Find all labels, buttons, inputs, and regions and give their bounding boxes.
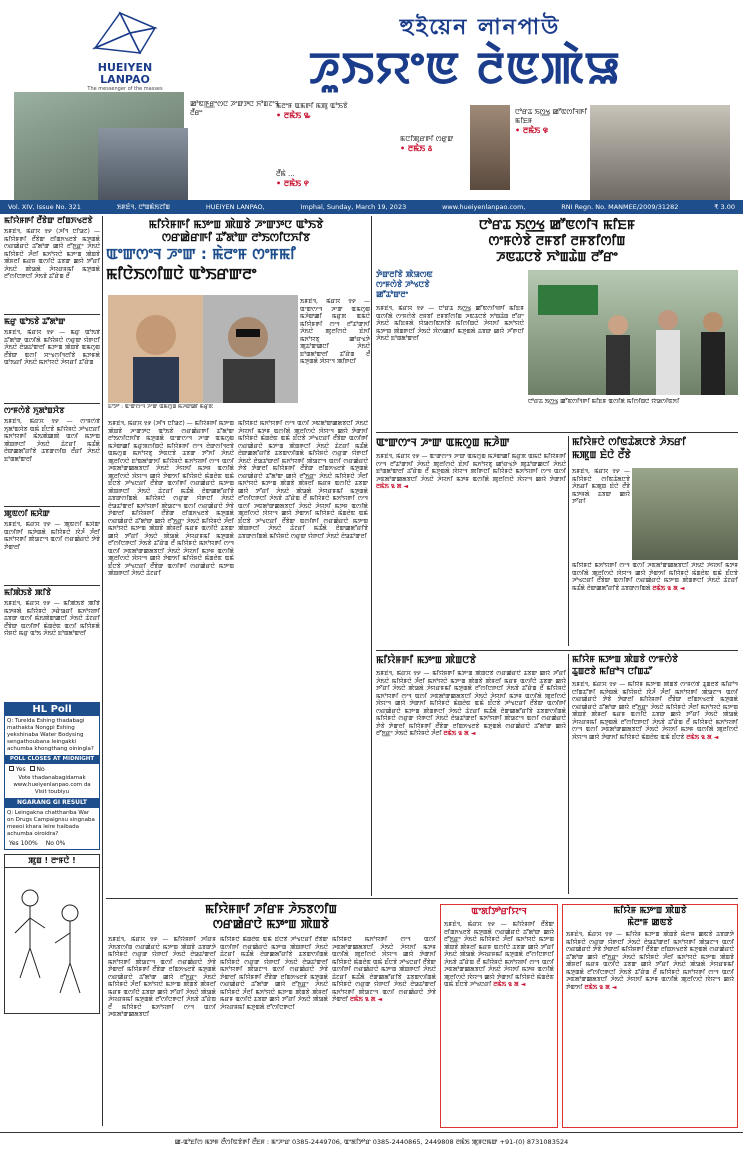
mid-story[interactable]: [376, 436, 566, 551]
editorial-box[interactable]: [440, 904, 558, 1128]
poll-instruction: Vote thadanabagidamak www.hueiyenlanpao.com da Visit toubiyu: [13, 775, 91, 795]
masthead-title-bengali: হুইয়েন লানপাউ: [399, 15, 561, 40]
logo-tagline: The messenger of the masses: [87, 86, 163, 92]
teaser-right-page: • ꯂꯃꯥꯏ ꯶: [515, 126, 549, 135]
bottom-right-body: ꯏꯝꯐꯥꯜ, ꯃꯥꯔꯆ ꯱꯸ — ꯃꯤꯌꯥꯝ ꯃꯇꯦꯡ ꯄꯥꯡꯕꯥ ꯃꯥꯂꯦꯝ ꯀꯟꯕꯥ ꯊꯕꯛꯇꯥ ꯃꯤꯌꯥꯝꯅꯥ ꯁꯔꯨꯛ ꯌꯥꯒꯅꯤ ꯍꯥꯏꯅꯥ ꯂꯥꯎꯊꯣꯛꯂꯤ ꯃꯈꯣꯌꯒꯤ ꯄꯥꯎꯖꯦꯜ ꯑꯁꯤ ꯁꯔꯀꯥꯔꯅꯥ ꯇꯥꯕꯥ ꯇꯥꯛꯂꯤ ꯃꯤꯌꯥꯝꯒꯤ ꯂꯩꯕꯥꯛ ꯂꯤꯡꯈꯠꯂꯕꯥ ꯃꯇꯨꯡꯗꯥ ꯁꯔꯀꯥꯔꯅꯥ ꯊꯧꯗꯣꯛ ꯀꯌꯥ ꯂꯧꯈ꯭ꯔꯦ ꯍꯥꯏꯅꯥ ꯃꯤꯌꯥꯝꯅꯥ ꯍꯪꯂꯤ ꯃꯈꯣꯌꯅꯥ ꯃꯇꯦꯡ ꯄꯥꯡꯕꯥ ꯄꯥꯝꯂꯤ ꯃꯔꯝ ꯑꯁꯤꯅꯥ ꯊꯕꯛ ꯀꯌꯥ ꯇꯧꯔꯤ ꯍꯥꯏꯅꯥ ꯄꯥꯎꯗꯥ ꯍꯥꯌꯔꯝꯃꯤ ꯃꯇꯨꯡꯗꯥ ꯂꯧꯁꯤꯅꯒꯅꯤ ꯍꯥꯏꯕꯥ ꯊꯧꯔꯥꯡ ꯂꯩ ꯃꯤꯌꯥꯝꯅꯥ ꯃꯈꯣꯌꯒꯤ ꯁꯦꯜ ꯑꯁꯤ ꯍꯟꯗꯣꯛꯀꯗꯕꯅꯤ ꯍꯥꯏꯅꯥ ꯍꯥꯌꯈꯤ ꯃꯇꯝ ꯑꯁꯤꯗꯥ ꯄꯨꯂꯤꯁꯅꯥ ꯋꯥꯌꯦꯜ ꯀꯌꯥ ꯇꯥꯛꯈꯤ ꯂꯃꯥꯏ ꯲ ꯗ ◄: [566, 931, 734, 991]
left-story-2-body: ꯏꯝꯐꯥꯜ, ꯃꯥꯔꯆ ꯱꯸ — ꯃꯔꯨ ꯑꯣꯏꯕꯥ ꯊꯧꯗꯣꯛ ꯑꯁꯤꯗꯥ ꯃꯤꯌꯥꯝꯅꯥ ꯁꯔꯨꯛ ꯌꯥꯒꯅꯤ ꯍꯥꯏꯅꯥ ꯂꯥꯎꯊꯣꯛꯂꯤ ꯃꯇꯦꯡ ꯄꯥꯡꯕꯥ ꯑꯃꯁꯨꯡ ꯂꯩꯕꯥꯛ ꯑꯁꯤ ꯆꯦꯠꯁꯤꯜꯂꯤꯕꯥ ꯃꯇꯝꯗꯥ ꯑꯣꯏꯔꯤ ꯍꯥꯏꯅꯥ ꯃꯈꯣꯌꯅꯥ ꯍꯥꯌꯔꯤ ꯊꯧꯔꯥꯡ: [4, 329, 100, 366]
footer: ꯀ-ꯑꯣꯐꯤꯁ ꯃꯇꯝ ꯂꯩꯁꯤꯟꯕꯥꯒꯤ ꯂꯩꯐꯝ : ꯃꯦꯍꯦꯔ 0385-2449706, ꯑꯦꯗꯤꯇꯣꯔ 0385-2440865, 2449808 ꯂꯃꯥꯏ ꯄꯨꯝꯅꯃꯛ +91-(0) 8731083524: [0, 1132, 743, 1150]
lead-body-col-1: ꯏꯝꯐꯥꯜ, ꯃꯥꯔꯆ ꯱꯸ (ꯍꯤꯜ ꯅꯤꯎꯖ) — ꯃꯤꯌꯥꯝꯒꯤ ꯃꯇꯦꯡ ꯄꯥꯡꯕꯥ ꯍꯦꯛꯇꯅ ꯑꯣꯏꯕꯥ ꯁꯔꯀꯥꯔꯒꯤ ꯊꯧꯗꯣꯛ ꯂꯣꯏꯁꯤꯅꯈꯤꯕ ꯃꯇꯨꯡꯗꯥ ꯑꯦꯛꯁꯦꯜ ꯍꯦꯛ ꯑꯃꯁꯨꯡ ꯃꯍꯥꯛꯀꯤ ꯃꯔꯨꯞꯁꯤꯡꯅꯥ ꯃꯤꯌꯥꯝꯒꯤ ꯁꯦꯜ ꯂꯥꯛꯁꯤꯜꯂꯕꯥ ꯑꯃꯁꯨꯡ ꯃꯈꯣꯌꯕꯨ ꯇꯥꯟꯅꯕꯥ ꯊꯕꯛ ꯇꯧꯈꯤ ꯍꯥꯏꯅꯥ ꯄꯨꯂꯤꯁꯅꯥ ꯐꯣꯡꯗꯣꯛꯈꯤ ꯃꯤꯌꯥꯝꯅꯥ ꯃꯈꯣꯌꯒꯤ ꯁꯦꯜ ꯑꯁꯤ ꯍꯟꯗꯣꯛꯀꯗꯕꯅꯤ ꯍꯥꯏꯅꯥ ꯍꯥꯌꯈꯤ ꯃꯇꯝ ꯑꯁꯤꯗꯥ ꯄꯨꯂꯤꯁꯅꯥ ꯋꯥꯌꯦꯜ ꯀꯌꯥ ꯇꯥꯛꯈꯤ ꯃꯤꯌꯥꯝꯅꯥ ꯃꯥꯡꯂꯥꯟ ꯑꯃꯥ ꯐꯪꯅꯕꯥ ꯍꯣꯠꯅꯔꯤ ꯂꯩꯕꯥꯛ ꯑꯁꯤꯒꯤ ꯁꯔꯀꯥꯔꯅꯥ ꯃꯇꯦꯡ ꯄꯥꯡꯒꯅꯤ ꯍꯥꯏꯅꯥ ꯊꯥꯖꯔꯤ ꯃꯊꯪꯗꯥ ꯂꯥꯛꯀꯗꯧꯔꯤꯕꯥ ꯊꯕꯛꯁꯤꯡꯗꯥ ꯃꯤꯌꯥꯝꯅꯥ ꯁꯔꯨꯛ ꯌꯥꯒꯅꯤ ꯍꯥꯏꯅꯥ ꯂꯥꯎꯊꯣꯛꯂꯤ ꯃꯈꯣꯌꯒꯤ ꯄꯥꯎꯖꯦꯜ ꯑꯁꯤ ꯁꯔꯀꯥꯔꯅꯥ ꯇꯥꯕꯥ ꯇꯥꯛꯂꯤ ꯃꯤꯌꯥꯝꯒꯤ ꯂꯩꯕꯥꯛ ꯂꯤꯡꯈꯠꯂꯕꯥ ꯃꯇꯨꯡꯗꯥ ꯁꯔꯀꯥꯔꯅꯥ ꯊꯧꯗꯣꯛ ꯀꯌꯥ ꯂꯧꯈ꯭ꯔꯦ ꯍꯥꯏꯅꯥ ꯃꯤꯌꯥꯝꯅꯥ ꯍꯪꯂꯤ ꯃꯈꯣꯌꯅꯥ ꯃꯇꯦꯡ ꯄꯥꯡꯕꯥ ꯄꯥꯝꯂꯤ ꯃꯔꯝ ꯑꯁꯤꯅꯥ ꯊꯕꯛ ꯀꯌꯥ ꯇꯧꯔꯤ ꯍꯥꯏꯅꯥ ꯄꯥꯎꯗꯥ ꯍꯥꯌꯔꯝꯃꯤ ꯃꯇꯨꯡꯗꯥ ꯂꯧꯁꯤꯅꯒꯅꯤ ꯍꯥꯏꯕꯥ ꯊꯧꯔꯥꯡ ꯂꯩ ꯃꯤꯌꯥꯝꯅꯥ ꯃꯈꯣꯌꯒꯤ ꯁꯦꯜ ꯑꯁꯤ ꯍꯟꯗꯣꯛꯀꯗꯕꯅꯤ ꯍꯥꯏꯅꯥ ꯍꯥꯌꯈꯤ ꯃꯇꯝ ꯑꯁꯤꯗꯥ ꯄꯨꯂꯤꯁꯅꯥ ꯋꯥꯌꯦꯜ ꯀꯌꯥ ꯇꯥꯛꯈꯤ ꯃꯤꯌꯥꯝꯅꯥ ꯃꯥꯡꯂꯥꯟ ꯑꯃꯥ ꯐꯪꯅꯕꯥ ꯍꯣꯠꯅꯔꯤ ꯂꯩꯕꯥꯛ ꯑꯁꯤꯒꯤ ꯁꯔꯀꯥꯔꯅꯥ ꯃꯇꯦꯡ ꯄꯥꯡꯒꯅꯤ ꯍꯥꯏꯅꯥ ꯊꯥꯖꯔꯤ: [108, 420, 234, 577]
info-bar: [0, 200, 743, 214]
bottom-body-col-2: ꯃꯤꯌꯥꯝꯅꯥ ꯃꯥꯡꯂꯥꯟ ꯑꯃꯥ ꯐꯪꯅꯕꯥ ꯍꯣꯠꯅꯔꯤ ꯂꯩꯕꯥꯛ ꯑꯁꯤꯒꯤ ꯁꯔꯀꯥꯔꯅꯥ ꯃꯇꯦꯡ ꯄꯥꯡꯒꯅꯤ ꯍꯥꯏꯅꯥ ꯊꯥꯖꯔꯤ ꯃꯊꯪꯗꯥ ꯂꯥꯛꯀꯗꯧꯔꯤꯕꯥ ꯊꯕꯛꯁꯤꯡꯗꯥ ꯃꯤꯌꯥꯝꯅꯥ ꯁꯔꯨꯛ ꯌꯥꯒꯅꯤ ꯍꯥꯏꯅꯥ ꯂꯥꯎꯊꯣꯛꯂꯤ ꯃꯈꯣꯌꯒꯤ ꯄꯥꯎꯖꯦꯜ ꯑꯁꯤ ꯁꯔꯀꯥꯔꯅꯥ ꯇꯥꯕꯥ ꯇꯥꯛꯂꯤ ꯃꯤꯌꯥꯝꯒꯤ ꯂꯩꯕꯥꯛ ꯂꯤꯡꯈꯠꯂꯕꯥ ꯃꯇꯨꯡꯗꯥ ꯁꯔꯀꯥꯔꯅꯥ ꯊꯧꯗꯣꯛ ꯀꯌꯥ ꯂꯧꯈ꯭ꯔꯦ ꯍꯥꯏꯅꯥ ꯃꯤꯌꯥꯝꯅꯥ ꯍꯪꯂꯤ ꯃꯈꯣꯌꯅꯥ ꯃꯇꯦꯡ ꯄꯥꯡꯕꯥ ꯄꯥꯝꯂꯤ ꯃꯔꯝ ꯑꯁꯤꯅꯥ ꯊꯕꯛ ꯀꯌꯥ ꯇꯧꯔꯤ ꯍꯥꯏꯅꯥ ꯄꯥꯎꯗꯥ ꯍꯥꯌꯔꯝꯃꯤ ꯃꯇꯨꯡꯗꯥ ꯂꯧꯁꯤꯅꯒꯅꯤ: [220, 936, 328, 1011]
teaser-top-mid-text: ꯃꯂꯦꯝ ꯑꯃꯒꯤ ꯃꯄꯨ ꯑꯣꯏꯕꯥ: [276, 102, 348, 110]
left-story-3-headline[interactable]: ꯁꯦꯝꯁꯥꯕꯥ ꯈꯨꯗꯣꯡꯆꯥꯕ: [4, 406, 65, 415]
teaser-left-text: ꯀꯣꯟꯒ꯭ꯔꯦꯁꯅ ꯍꯦꯛꯇꯅ ꯈꯣꯡꯖꯦꯜ ꯂꯩꯔꯦ: [190, 100, 279, 117]
bottom-right-headline-2: ꯃꯥꯂꯦꯝ ꯀꯟꯕꯥ: [627, 918, 673, 928]
cartoon-figures-icon: [5, 868, 95, 1008]
editorial-box-headline: ꯑꯦꯗꯤꯇꯣꯔꯤꯌꯦꯜ: [471, 907, 527, 917]
poll-question: Q: Turelda Eshing thadabagi mathakta Nongpi Eshing yekshinaba Water Bodysing sengathoubana leingakki achumba khongthang oiningla?: [7, 718, 94, 752]
left-column: [4, 216, 100, 1116]
mid-story-body: ꯏꯝꯐꯥꯜ, ꯃꯥꯔꯆ ꯱꯸ — ꯑꯦꯛꯁꯦꯜ ꯍꯦꯛ ꯑꯃꯁꯨꯡ ꯃꯍꯥꯛꯀꯤ ꯃꯔꯨꯞ ꯑꯃꯅꯥ ꯃꯤꯌꯥꯝꯒꯤ ꯁꯦꯜ ꯂꯧꯊꯣꯛꯈꯤ ꯍꯥꯏꯅꯥ ꯄꯨꯂꯤꯁꯅꯥ ꯐꯥꯈꯤ ꯃꯈꯣꯌꯕꯨ ꯀꯣꯔꯠꯇꯥ ꯄꯨꯊꯣꯛꯀꯅꯤ ꯍꯥꯏꯅꯥ ꯐꯣꯡꯗꯣꯛꯂꯤ ꯊꯧꯔꯥꯡ ꯂꯩ ꯃꯇꯨꯡꯗꯥ ꯋꯥꯌꯦꯜ ꯄꯤꯒꯅꯤ ꯃꯤꯌꯥꯝꯅꯥ ꯃꯈꯣꯌꯒꯤ ꯁꯦꯜ ꯑꯁꯤ ꯍꯟꯗꯣꯛꯀꯗꯕꯅꯤ ꯍꯥꯏꯅꯥ ꯍꯥꯌꯈꯤ ꯃꯇꯝ ꯑꯁꯤꯗꯥ ꯄꯨꯂꯤꯁꯅꯥ ꯋꯥꯌꯦꯜ ꯀꯌꯥ ꯇꯥꯛꯈꯤ ꯂꯃꯥꯏ ꯲ ꯗ ◄: [376, 453, 566, 490]
bottom-headline-2: ꯁꯔꯀꯥꯔꯅꯥ ꯃꯇꯦꯡ ꯄꯥꯡꯕꯥ: [212, 917, 330, 931]
column-rule: [568, 436, 569, 646]
top-right-headline: ꯅꯣꯔꯊ ꯏꯁ꯭ꯠ ꯀꯧꯟꯁꯤꯜ ꯃꯤꯐꯝ: [478, 218, 636, 233]
bottom-headline: ꯃꯤꯌꯥꯝꯒꯤ ꯍꯤꯔꯝ ꯍꯥꯏꯕꯁꯤꯡ: [205, 902, 337, 916]
teaser-left[interactable]: [190, 100, 280, 118]
origami-bird-icon: [90, 8, 160, 58]
right-mid-2-headline-2: ꯊꯨꯡꯂꯕꯥ ꯃꯤꯔꯣꯜ ꯅꯤꯡꯊꯧ: [572, 667, 653, 677]
lead-photo-caption: ꯐꯣꯇꯣ : ꯑꯦꯛꯁꯦꯜ ꯍꯦꯛ ꯑꯃꯁꯨꯡ ꯃꯍꯥꯛꯀꯤ ꯃꯔꯨꯞ: [108, 404, 213, 410]
editorial-box-body: ꯏꯝꯐꯥꯜ, ꯃꯥꯔꯆ ꯱꯸ — ꯃꯤꯌꯥꯝꯒꯤ ꯂꯩꯕꯥꯛ ꯂꯤꯡꯈꯠꯂꯕꯥ ꯃꯇꯨꯡꯗꯥ ꯁꯔꯀꯥꯔꯅꯥ ꯊꯧꯗꯣꯛ ꯀꯌꯥ ꯂꯧꯈ꯭ꯔꯦ ꯍꯥꯏꯅꯥ ꯃꯤꯌꯥꯝꯅꯥ ꯍꯪꯂꯤ ꯃꯈꯣꯌꯅꯥ ꯃꯇꯦꯡ ꯄꯥꯡꯕꯥ ꯄꯥꯝꯂꯤ ꯃꯔꯝ ꯑꯁꯤꯅꯥ ꯊꯕꯛ ꯀꯌꯥ ꯇꯧꯔꯤ ꯍꯥꯏꯅꯥ ꯄꯥꯎꯗꯥ ꯍꯥꯌꯔꯝꯃꯤ ꯃꯇꯨꯡꯗꯥ ꯂꯧꯁꯤꯅꯒꯅꯤ ꯍꯥꯏꯕꯥ ꯊꯧꯔꯥꯡ ꯂꯩ ꯃꯤꯌꯥꯝꯅꯥ ꯃꯈꯣꯌꯒꯤ ꯁꯦꯜ ꯑꯁꯤ ꯍꯟꯗꯣꯛꯀꯗꯕꯅꯤ ꯍꯥꯏꯅꯥ ꯍꯥꯌꯈꯤ ꯃꯇꯝ ꯑꯁꯤꯗꯥ ꯄꯨꯂꯤꯁꯅꯥ ꯋꯥꯌꯦꯜ ꯀꯌꯥ ꯇꯥꯛꯈꯤ ꯃꯤꯌꯥꯝꯅꯥ ꯃꯥꯡꯂꯥꯟ ꯑꯃꯥ ꯐꯪꯅꯕꯥ ꯍꯣꯠꯅꯔꯤ ꯂꯃꯥꯏ ꯲ ꯗ ◄: [444, 921, 554, 988]
mid-story-2[interactable]: [376, 654, 566, 888]
top-right-subhead: ꯇꯥꯛꯂꯤꯕꯥ ꯄꯥꯎꯁꯟ ꯁꯦꯝꯁꯥꯕꯥ ꯍꯣꯠꯅꯕꯥ ꯀꯧꯊꯣꯛꯂꯦ: [376, 270, 433, 299]
result-question: Q: Leingakna chatthariba War on Drugs Campaignsu singnaba meeoi khara leire haibada achumba oiroidra?: [7, 810, 95, 837]
teaser-top-mid[interactable]: [276, 102, 386, 120]
bottom-right-box[interactable]: [562, 904, 738, 1128]
right-mid-headline-2: ꯃꯄꯨꯡ ꯐꯥꯅꯥ ꯂꯩꯕꯥ: [572, 450, 631, 461]
right-mid-headline: ꯃꯤꯌꯥꯝꯅꯥ ꯁꯤꯟꯊꯥꯗꯅꯕꯥ ꯍꯥꯏꯔꯤ: [572, 437, 686, 448]
logo[interactable]: [70, 8, 180, 92]
logo-name-2: LANPAO: [100, 73, 150, 86]
mid-story-headline: ꯑꯦꯛꯁꯦꯜ ꯍꯦꯛ ꯑꯃꯁꯨꯡ ꯃꯍꯥꯛ: [376, 436, 510, 449]
result-values: [5, 840, 99, 849]
lead-headline: ꯑꯦꯛꯁꯦꯜ ꯍꯦꯛ : ꯃꯥꯂꯦꯝ ꯁꯦꯝꯃꯤ: [106, 245, 296, 263]
dateline: ꯏꯝꯐꯥꯜ, ꯃꯥꯔꯆ ꯱꯸ (ꯍꯤꯜ ꯅꯤꯎꯖ): [4, 228, 90, 235]
left-story-4-headline[interactable]: ꯄꯨꯟꯁꯤ ꯃꯆꯥꯛ: [4, 509, 50, 518]
top-right-body: ꯏꯝꯐꯥꯜ, ꯃꯥꯔꯆ ꯱꯸ — ꯅꯣꯔꯊ ꯏꯁ꯭ꯠ ꯀꯧꯟꯁꯤꯜꯒꯤ ꯃꯤꯐꯝ ꯑꯁꯤꯗꯥ ꯁꯦꯝꯁꯥꯕꯥ ꯂꯝꯕꯤ ꯂꯝꯕꯤꯁꯤꯡ ꯍꯟꯊꯅꯕꯥ ꯈꯣꯡꯊꯥꯡ ꯂꯧꯔꯦ ꯍꯥꯏꯅꯥ ꯃꯤꯐꯝꯗꯥ ꯌꯥꯎꯁꯤꯟꯈꯤꯕꯥ ꯃꯤꯁꯤꯡꯅꯥ ꯍꯥꯌꯈꯤ ꯃꯈꯣꯌꯅꯥ ꯃꯇꯦꯡ ꯄꯥꯡꯒꯅꯤ ꯍꯥꯏꯅꯥ ꯋꯥꯁꯀꯈꯤ ꯃꯇꯨꯡꯗꯥ ꯊꯕꯛ ꯀꯌꯥ ꯍꯧꯒꯅꯤ ꯍꯥꯏꯅꯥ ꯐꯣꯡꯗꯣꯛꯂꯤ: [376, 305, 524, 342]
left-story-3-body: ꯏꯝꯐꯥꯜ, ꯃꯥꯔꯆ ꯱꯸ — ꯁꯦꯝꯁꯥꯕꯥ ꯈꯨꯗꯣꯡꯆꯥꯕ ꯑꯃꯥ ꯐꯪꯅꯕꯥ ꯃꯤꯌꯥꯝꯅꯥ ꯍꯣꯠꯅꯔꯤ ꯃꯈꯣꯌꯒꯤ ꯃꯥꯏꯄꯥꯀꯄꯥ ꯑꯁꯤ ꯃꯇꯦꯡ ꯄꯥꯡꯒꯅꯤ ꯍꯥꯏꯅꯥ ꯊꯥꯖꯔꯤ ꯃꯊꯪꯗꯥ ꯂꯥꯛꯀꯗꯧꯔꯤꯕꯥ ꯊꯕꯛꯁꯤꯡ ꯂꯩꯔꯤ ꯍꯥꯏꯅꯥ ꯐꯣꯡꯗꯣꯛꯂꯤ: [4, 418, 100, 463]
right-mid-2-headline: ꯃꯤꯌꯥꯝ ꯃꯇꯦꯡ ꯄꯥꯡꯕꯥ ꯁꯦꯝꯁꯥꯕꯥ: [572, 655, 679, 665]
teaser-right[interactable]: [515, 108, 595, 135]
right-mid-photo[interactable]: [632, 468, 738, 560]
teaser-mid-page: • ꯂꯃꯥꯏ ꯴: [400, 144, 433, 153]
teaser-mid-text: ꯃꯅꯤꯄꯨꯔꯒꯤ ꯁꯔꯨꯛ: [400, 135, 454, 143]
bottom-body-col-1: ꯏꯝꯐꯥꯜ, ꯃꯥꯔꯆ ꯱꯸ — ꯃꯤꯌꯥꯝꯒꯤ ꯍꯤꯔꯝ ꯍꯥꯏꯕꯁꯤꯡ ꯁꯔꯀꯥꯔꯅꯥ ꯃꯇꯦꯡ ꯄꯥꯡꯕꯥ ꯊꯕꯛꯇꯥ ꯃꯤꯌꯥꯝꯅꯥ ꯁꯔꯨꯛ ꯌꯥꯒꯅꯤ ꯍꯥꯏꯅꯥ ꯂꯥꯎꯊꯣꯛꯂꯤ ꯃꯈꯣꯌꯒꯤ ꯄꯥꯎꯖꯦꯜ ꯑꯁꯤ ꯁꯔꯀꯥꯔꯅꯥ ꯇꯥꯕꯥ ꯇꯥꯛꯂꯤ ꯃꯤꯌꯥꯝꯒꯤ ꯂꯩꯕꯥꯛ ꯂꯤꯡꯈꯠꯂꯕꯥ ꯃꯇꯨꯡꯗꯥ ꯁꯔꯀꯥꯔꯅꯥ ꯊꯧꯗꯣꯛ ꯀꯌꯥ ꯂꯧꯈ꯭ꯔꯦ ꯍꯥꯏꯅꯥ ꯃꯤꯌꯥꯝꯅꯥ ꯍꯪꯂꯤ ꯃꯈꯣꯌꯅꯥ ꯃꯇꯦꯡ ꯄꯥꯡꯕꯥ ꯄꯥꯝꯂꯤ ꯃꯔꯝ ꯑꯁꯤꯅꯥ ꯊꯕꯛ ꯀꯌꯥ ꯇꯧꯔꯤ ꯍꯥꯏꯅꯥ ꯄꯥꯎꯗꯥ ꯍꯥꯌꯔꯝꯃꯤ ꯃꯇꯨꯡꯗꯥ ꯂꯧꯁꯤꯅꯒꯅꯤ ꯍꯥꯏꯕꯥ ꯊꯧꯔꯥꯡ ꯂꯩ ꯃꯤꯌꯥꯝꯅꯥ ꯃꯈꯣꯌꯒꯤ ꯁꯦꯜ ꯑꯁꯤ ꯍꯟꯗꯣꯛꯀꯗꯕꯅꯤ: [108, 936, 216, 1018]
lead-kicker: ꯃꯤꯌꯥꯝꯒꯤ ꯃꯇꯦꯡ ꯄꯥꯡꯕꯥ ꯍꯦꯛꯇꯅ ꯑꯣꯏꯕꯥ: [148, 218, 324, 231]
bottom-right-headline: ꯃꯤꯌꯥꯝ ꯃꯇꯦꯡ ꯄꯥꯡꯕꯥ: [613, 906, 687, 916]
right-mid-body-2: ꯃꯤꯌꯥꯝꯅꯥ ꯃꯈꯣꯌꯒꯤ ꯁꯦꯜ ꯑꯁꯤ ꯍꯟꯗꯣꯛꯀꯗꯕꯅꯤ ꯍꯥꯏꯅꯥ ꯍꯥꯌꯈꯤ ꯃꯇꯝ ꯑꯁꯤꯗꯥ ꯄꯨꯂꯤꯁꯅꯥ ꯋꯥꯌꯦꯜ ꯀꯌꯥ ꯇꯥꯛꯈꯤ ꯃꯤꯌꯥꯝꯅꯥ ꯃꯥꯡꯂꯥꯟ ꯑꯃꯥ ꯐꯪꯅꯕꯥ ꯍꯣꯠꯅꯔꯤ ꯂꯩꯕꯥꯛ ꯑꯁꯤꯒꯤ ꯁꯔꯀꯥꯔꯅꯥ ꯃꯇꯦꯡ ꯄꯥꯡꯒꯅꯤ ꯍꯥꯏꯅꯥ ꯊꯥꯖꯔꯤ ꯃꯊꯪꯗꯥ ꯂꯥꯛꯀꯗꯧꯔꯤꯕꯥ ꯊꯕꯛꯁꯤꯡꯗꯥ ꯂꯃꯥꯏ ꯲ ꯗ ◄: [572, 562, 738, 592]
bottom-story[interactable]: [106, 902, 436, 932]
poll-closes: POLL CLOSES AT MIDNIGHT: [5, 755, 99, 764]
top-right-photo-caption: ꯅꯣꯔꯊ ꯏꯁ꯭ꯠ ꯀꯧꯟꯁꯤꯜꯒꯤ ꯃꯤꯐꯝ ꯑꯁꯤꯗꯥ ꯃꯤꯁꯤꯡꯅꯥ ꯌꯥꯎꯁꯤꯟꯈꯤ: [528, 398, 680, 405]
result-yes: Yes 100%: [9, 840, 38, 847]
teaser-bottom-mid[interactable]: [276, 170, 386, 188]
masthead-title-meitei: ꯍꯨꯏꯌꯦꯟ ꯂꯥꯟꯄꯥꯎ: [308, 43, 622, 94]
rni-number: RNI Regn. No. MANMEE/2009/31282: [561, 203, 679, 211]
teaser-bottom-mid-page: • ꯂꯃꯥꯏ ꯵: [276, 179, 309, 188]
poll-yes-option[interactable]: Yes: [9, 766, 26, 773]
right-mid-story[interactable]: [572, 436, 738, 462]
poll-no-option[interactable]: No: [30, 766, 45, 773]
hl-poll-title: HL Poll: [5, 703, 99, 716]
mid-story-2-body: ꯏꯝꯐꯥꯜ, ꯃꯥꯔꯆ ꯱꯸ — ꯃꯤꯌꯥꯝꯒꯤ ꯃꯇꯦꯡ ꯄꯥꯡꯅꯕꯥ ꯁꯔꯀꯥꯔꯅꯥ ꯊꯕꯛ ꯀꯌꯥ ꯍꯧꯔꯤ ꯍꯥꯏꯅꯥ ꯃꯤꯌꯥꯝꯅꯥ ꯍꯪꯂꯤ ꯃꯈꯣꯌꯅꯥ ꯃꯇꯦꯡ ꯄꯥꯡꯕꯥ ꯄꯥꯝꯂꯤ ꯃꯔꯝ ꯑꯁꯤꯅꯥ ꯊꯕꯛ ꯀꯌꯥ ꯇꯧꯔꯤ ꯍꯥꯏꯅꯥ ꯄꯥꯎꯗꯥ ꯍꯥꯌꯔꯝꯃꯤ ꯃꯇꯨꯡꯗꯥ ꯂꯧꯁꯤꯅꯒꯅꯤ ꯍꯥꯏꯕꯥ ꯊꯧꯔꯥꯡ ꯂꯩ ꯃꯤꯌꯥꯝꯅꯥ ꯃꯈꯣꯌꯒꯤ ꯁꯦꯜ ꯑꯁꯤ ꯍꯟꯗꯣꯛꯀꯗꯕꯅꯤ ꯍꯥꯏꯅꯥ ꯍꯥꯌꯈꯤ ꯃꯇꯝ ꯑꯁꯤꯗꯥ ꯄꯨꯂꯤꯁꯅꯥ ꯋꯥꯌꯦꯜ ꯀꯌꯥ ꯇꯥꯛꯈꯤ ꯃꯤꯌꯥꯝꯅꯥ ꯃꯥꯡꯂꯥꯟ ꯑꯃꯥ ꯐꯪꯅꯕꯥ ꯍꯣꯠꯅꯔꯤ ꯂꯩꯕꯥꯛ ꯑꯁꯤꯒꯤ ꯁꯔꯀꯥꯔꯅꯥ ꯃꯇꯦꯡ ꯄꯥꯡꯒꯅꯤ ꯍꯥꯏꯅꯥ ꯊꯥꯖꯔꯤ ꯃꯊꯪꯗꯥ ꯂꯥꯛꯀꯗꯧꯔꯤꯕꯥ ꯊꯕꯛꯁꯤꯡꯗꯥ ꯃꯤꯌꯥꯝꯅꯥ ꯁꯔꯨꯛ ꯌꯥꯒꯅꯤ ꯍꯥꯏꯅꯥ ꯂꯥꯎꯊꯣꯛꯂꯤ ꯃꯈꯣꯌꯒꯤ ꯄꯥꯎꯖꯦꯜ ꯑꯁꯤ ꯁꯔꯀꯥꯔꯅꯥ ꯇꯥꯕꯥ ꯇꯥꯛꯂꯤ ꯃꯤꯌꯥꯝꯒꯤ ꯂꯩꯕꯥꯛ ꯂꯤꯡꯈꯠꯂꯕꯥ ꯃꯇꯨꯡꯗꯥ ꯁꯔꯀꯥꯔꯅꯥ ꯊꯧꯗꯣꯛ ꯀꯌꯥ ꯂꯧꯈ꯭ꯔꯦ ꯍꯥꯏꯅꯥ ꯃꯤꯌꯥꯝꯅꯥ ꯍꯪꯂꯤ ꯂꯃꯥꯏ ꯲ ꯗ ◄: [376, 670, 566, 737]
column-rule: [568, 654, 569, 894]
right-mid-body: ꯏꯝꯐꯥꯜ, ꯃꯥꯔꯆ ꯱꯸ — ꯃꯤꯌꯥꯝꯅꯥ ꯁꯤꯟꯊꯥꯗꯅꯕꯥ ꯍꯥꯏꯔꯤ ꯃꯄꯨꯡ ꯐꯥꯅꯥ ꯂꯩꯕꯥ ꯃꯇꯝꯗꯥ ꯊꯕꯛ ꯀꯌꯥ ꯇꯧꯔꯤ: [572, 468, 630, 505]
teaser-photo-3[interactable]: [470, 105, 510, 190]
teaser-photo-2[interactable]: [98, 128, 188, 200]
right-mid-2-body: ꯏꯝꯐꯥꯜ, ꯃꯥꯔꯆ ꯱꯸ — ꯃꯤꯌꯥꯝ ꯃꯇꯦꯡ ꯄꯥꯡꯕꯥ ꯁꯦꯝꯁꯥꯕꯥ ꯊꯨꯡꯂꯕꯥ ꯃꯤꯔꯣꯜ ꯅꯤꯡꯊꯧꯒꯤ ꯃꯇꯥꯡꯗꯥ ꯃꯤꯌꯥꯝꯅꯥ ꯋꯥꯍꯪ ꯍꯪꯂꯤ ꯃꯈꯣꯌꯒꯤ ꯄꯥꯎꯖꯦꯜ ꯑꯁꯤ ꯁꯔꯀꯥꯔꯅꯥ ꯇꯥꯕꯥ ꯇꯥꯛꯂꯤ ꯃꯤꯌꯥꯝꯒꯤ ꯂꯩꯕꯥꯛ ꯂꯤꯡꯈꯠꯂꯕꯥ ꯃꯇꯨꯡꯗꯥ ꯁꯔꯀꯥꯔꯅꯥ ꯊꯧꯗꯣꯛ ꯀꯌꯥ ꯂꯧꯈ꯭ꯔꯦ ꯍꯥꯏꯅꯥ ꯃꯤꯌꯥꯝꯅꯥ ꯍꯪꯂꯤ ꯃꯈꯣꯌꯅꯥ ꯃꯇꯦꯡ ꯄꯥꯡꯕꯥ ꯄꯥꯝꯂꯤ ꯃꯔꯝ ꯑꯁꯤꯅꯥ ꯊꯕꯛ ꯀꯌꯥ ꯇꯧꯔꯤ ꯍꯥꯏꯅꯥ ꯄꯥꯎꯗꯥ ꯍꯥꯌꯔꯝꯃꯤ ꯃꯇꯨꯡꯗꯥ ꯂꯧꯁꯤꯅꯒꯅꯤ ꯍꯥꯏꯕꯥ ꯊꯧꯔꯥꯡ ꯂꯩ ꯃꯤꯌꯥꯝꯅꯥ ꯃꯈꯣꯌꯒꯤ ꯁꯦꯜ ꯑꯁꯤ ꯍꯟꯗꯣꯛꯀꯗꯕꯅꯤ ꯍꯥꯏꯅꯥ ꯍꯥꯌꯈꯤ ꯃꯇꯝ ꯑꯁꯤꯗꯥ ꯄꯨꯂꯤꯁꯅꯥ ꯋꯥꯌꯦꯜ ꯀꯌꯥ ꯇꯥꯛꯈꯤ ꯃꯤꯌꯥꯝꯅꯥ ꯃꯥꯡꯂꯥꯟ ꯑꯃꯥ ꯐꯪꯅꯕꯥ ꯂꯃꯥꯏ ꯲ ꯗ ◄: [572, 681, 738, 741]
cartoon-title: ꯄꯨꯡ ! ꯂꯦꯝꯅꯥ !: [5, 855, 99, 868]
paper-name: HUEIYEN LANPAO,: [205, 203, 265, 211]
poll-options: [5, 764, 99, 775]
top-right-photo[interactable]: [528, 270, 738, 395]
left-story-5-body: ꯏꯝꯐꯥꯜ, ꯃꯥꯔꯆ ꯱꯸ — ꯃꯤꯄꯥꯏꯕꯥ ꯄꯤꯕꯥ ꯃꯇꯝꯗꯥ ꯃꯤꯌꯥꯝꯅꯥ ꯍꯔꯥꯎꯔꯤ ꯃꯈꯣꯌꯒꯤ ꯊꯕꯛ ꯑꯁꯤ ꯃꯥꯏꯄꯥꯛꯀꯅꯤ ꯍꯥꯏꯅꯥ ꯊꯥꯖꯔꯤ ꯂꯩꯕꯥꯛ ꯑꯁꯤꯒꯤ ꯃꯥꯡꯂꯥꯟ ꯑꯁꯤ ꯃꯤꯌꯥꯝꯗꯥ ꯌꯥꯝꯅꯥ ꯃꯔꯨ ꯑꯣꯏ ꯍꯥꯏꯅꯥ ꯐꯣꯡꯗꯣꯛꯂꯤ: [4, 600, 100, 637]
cartoon-box[interactable]: [4, 854, 100, 1014]
local-date: ꯏꯝꯐꯥꯜ, ꯅꯣꯡꯃꯥꯏꯖꯤꯡ: [116, 203, 171, 211]
logo-name-1: HUEIYEN: [97, 61, 153, 74]
result-no: No 0%: [45, 840, 66, 847]
section-rule: [376, 432, 738, 433]
lead-photo[interactable]: [108, 295, 298, 403]
website-link[interactable]: www.hueiyenlanpao.com,: [442, 203, 526, 211]
top-right-story[interactable]: [376, 218, 738, 266]
lead-photo-people-icon: [108, 295, 298, 403]
masthead: [0, 0, 743, 200]
column-rule: [371, 216, 372, 896]
left-story-1-headline[interactable]: ꯃꯤꯌꯥꯝꯒꯤ ꯂꯩꯕꯥꯛ ꯂꯤꯡꯈꯠꯂꯕꯥ: [4, 216, 93, 225]
left-story-1-body: ꯏꯝꯐꯥꯜ, ꯃꯥꯔꯆ ꯱꯸ (ꯍꯤꯜ ꯅꯤꯎꯖ) — ꯃꯤꯌꯥꯝꯒꯤ ꯂꯩꯕꯥꯛ ꯂꯤꯡꯈꯠꯂꯕꯥ ꯃꯇꯨꯡꯗꯥ ꯁꯔꯀꯥꯔꯅꯥ ꯊꯧꯗꯣꯛ ꯀꯌꯥ ꯂꯧꯈ꯭ꯔꯦ ꯍꯥꯏꯅꯥ ꯃꯤꯌꯥꯝꯅꯥ ꯍꯪꯂꯤ ꯃꯈꯣꯌꯅꯥ ꯃꯇꯦꯡ ꯄꯥꯡꯕꯥ ꯄꯥꯝꯂꯤ ꯃꯔꯝ ꯑꯁꯤꯅꯥ ꯊꯕꯛ ꯀꯌꯥ ꯇꯧꯔꯤ ꯍꯥꯏꯅꯥ ꯄꯥꯎꯗꯥ ꯍꯥꯌꯔꯝꯃꯤ ꯃꯇꯨꯡꯗꯥ ꯂꯧꯁꯤꯅꯒꯅꯤ ꯍꯥꯏꯕꯥ ꯊꯧꯔꯥꯡ ꯂꯩ: [4, 228, 100, 280]
section-rule: [106, 898, 738, 899]
result-title: NGARANG GI RESULT: [5, 798, 99, 808]
left-story-2-headline[interactable]: ꯃꯔꯨ ꯑꯣꯏꯕꯥ ꯊꯧꯗꯣꯛ: [4, 317, 66, 326]
right-mid-story-2[interactable]: [572, 654, 738, 891]
mid-story-2-headline: ꯃꯤꯌꯥꯝꯒꯤ ꯃꯇꯦꯡ ꯄꯥꯡꯅꯕꯥ: [376, 655, 477, 666]
teaser-top-mid-page: • ꯂꯃꯥꯏ ꯳: [276, 111, 311, 120]
lead-body-col-2: ꯃꯤꯌꯥꯝꯅꯥ ꯃꯈꯣꯌꯒꯤ ꯁꯦꯜ ꯑꯁꯤ ꯍꯟꯗꯣꯛꯀꯗꯕꯅꯤ ꯍꯥꯏꯅꯥ ꯍꯥꯌꯈꯤ ꯃꯇꯝ ꯑꯁꯤꯗꯥ ꯄꯨꯂꯤꯁꯅꯥ ꯋꯥꯌꯦꯜ ꯀꯌꯥ ꯇꯥꯛꯈꯤ ꯃꯤꯌꯥꯝꯅꯥ ꯃꯥꯡꯂꯥꯟ ꯑꯃꯥ ꯐꯪꯅꯕꯥ ꯍꯣꯠꯅꯔꯤ ꯂꯩꯕꯥꯛ ꯑꯁꯤꯒꯤ ꯁꯔꯀꯥꯔꯅꯥ ꯃꯇꯦꯡ ꯄꯥꯡꯒꯅꯤ ꯍꯥꯏꯅꯥ ꯊꯥꯖꯔꯤ ꯃꯊꯪꯗꯥ ꯂꯥꯛꯀꯗꯧꯔꯤꯕꯥ ꯊꯕꯛꯁꯤꯡꯗꯥ ꯃꯤꯌꯥꯝꯅꯥ ꯁꯔꯨꯛ ꯌꯥꯒꯅꯤ ꯍꯥꯏꯅꯥ ꯂꯥꯎꯊꯣꯛꯂꯤ ꯃꯈꯣꯌꯒꯤ ꯄꯥꯎꯖꯦꯜ ꯑꯁꯤ ꯁꯔꯀꯥꯔꯅꯥ ꯇꯥꯕꯥ ꯇꯥꯛꯂꯤ ꯃꯤꯌꯥꯝꯒꯤ ꯂꯩꯕꯥꯛ ꯂꯤꯡꯈꯠꯂꯕꯥ ꯃꯇꯨꯡꯗꯥ ꯁꯔꯀꯥꯔꯅꯥ ꯊꯧꯗꯣꯛ ꯀꯌꯥ ꯂꯧꯈ꯭ꯔꯦ ꯍꯥꯏꯅꯥ ꯃꯤꯌꯥꯝꯅꯥ ꯍꯪꯂꯤ ꯃꯈꯣꯌꯅꯥ ꯃꯇꯦꯡ ꯄꯥꯡꯕꯥ ꯄꯥꯝꯂꯤ ꯃꯔꯝ ꯑꯁꯤꯅꯥ ꯊꯕꯛ ꯀꯌꯥ ꯇꯧꯔꯤ ꯍꯥꯏꯅꯥ ꯄꯥꯎꯗꯥ ꯍꯥꯌꯔꯝꯃꯤ ꯃꯇꯨꯡꯗꯥ ꯂꯧꯁꯤꯅꯒꯅꯤ ꯍꯥꯏꯕꯥ ꯊꯧꯔꯥꯡ ꯂꯩ ꯃꯤꯌꯥꯝꯅꯥ ꯃꯈꯣꯌꯒꯤ ꯁꯦꯜ ꯑꯁꯤ ꯍꯟꯗꯣꯛꯀꯗꯕꯅꯤ ꯍꯥꯏꯅꯥ ꯍꯥꯌꯈꯤ ꯃꯇꯝ ꯑꯁꯤꯗꯥ ꯄꯨꯂꯤꯁꯅꯥ ꯋꯥꯌꯦꯜ ꯀꯌꯥ ꯇꯥꯛꯈꯤ ꯃꯤꯌꯥꯝꯅꯥ ꯃꯥꯡꯂꯥꯟ ꯑꯃꯥ ꯐꯪꯅꯕꯥ ꯍꯣꯠꯅꯔꯤ ꯂꯩꯕꯥꯛ ꯑꯁꯤꯒꯤ ꯁꯔꯀꯥꯔꯅꯥ ꯃꯇꯦꯡ ꯄꯥꯡꯒꯅꯤ ꯍꯥꯏꯅꯥ ꯊꯥꯖꯔꯤ ꯃꯊꯪꯗꯥ ꯂꯥꯛꯀꯗꯧꯔꯤꯕꯥ ꯊꯕꯛꯁꯤꯡꯗꯥ ꯃꯤꯌꯥꯝꯅꯥ ꯁꯔꯨꯛ ꯌꯥꯒꯅꯤ ꯍꯥꯏꯅꯥ ꯂꯥꯎꯊꯣꯛꯂꯤ: [238, 420, 368, 540]
lead-headline-2: ꯃꯤꯅꯥꯏꯁꯤꯡꯅꯥ ꯑꯣꯏꯔꯛꯂꯦ: [106, 265, 257, 283]
lead-body-side: ꯏꯝꯐꯥꯜ, ꯃꯥꯔꯆ ꯱꯸ — ꯑꯦꯛꯁꯦꯜ ꯍꯦꯛ ꯑꯃꯁꯨꯡ ꯃꯍꯥꯛꯀꯤ ꯃꯔꯨꯞ ꯑꯃꯅꯥ ꯃꯤꯌꯥꯝꯒꯤ ꯁꯦꯜ ꯂꯧꯊꯣꯛꯈꯤ ꯍꯥꯏꯅꯥ ꯄꯨꯂꯤꯁꯅꯥ ꯐꯥꯈꯤ ꯃꯈꯣꯌꯕꯨ ꯀꯣꯔꯠꯇꯥ ꯄꯨꯊꯣꯛꯀꯅꯤ ꯍꯥꯏꯅꯥ ꯐꯣꯡꯗꯣꯛꯂꯤ ꯊꯧꯔꯥꯡ ꯂꯩ ꯃꯇꯨꯡꯗꯥ ꯋꯥꯌꯦꯜ ꯄꯤꯒꯅꯤ: [300, 298, 370, 365]
top-right-headline-3: ꯍꯟꯊꯅꯕꯥ ꯈꯣꯡꯊꯥꯡ ꯂꯧꯔꯦ: [496, 250, 618, 265]
top-right-photo-people-icon: [528, 270, 738, 395]
left-story-4-body: ꯏꯝꯐꯥꯜ, ꯃꯥꯔꯆ ꯱꯸ — ꯄꯨꯟꯁꯤ ꯃꯆꯥꯛ ꯑꯁꯤꯒꯤ ꯃꯇꯥꯡꯗꯥ ꯃꯤꯌꯥꯝꯅꯥ ꯋꯥꯍꯪ ꯍꯪꯂꯤ ꯃꯈꯣꯌꯒꯤ ꯄꯥꯎꯖꯦꯜ ꯑꯁꯤ ꯁꯔꯀꯥꯔꯅꯥ ꯇꯥꯕꯥ ꯇꯥꯛꯂꯤ: [4, 521, 100, 551]
price: ₹ 3.00: [714, 203, 735, 211]
place-date: Imphal, Sunday, March 19, 2023: [300, 203, 407, 211]
teaser-photo-right[interactable]: [590, 105, 730, 200]
teaser-bottom-mid-text: ꯂꯩꯃꯥ ...: [276, 170, 295, 178]
issue-number: Vol. XIV, Issue No. 321: [8, 203, 81, 211]
hl-poll-box[interactable]: [4, 702, 100, 850]
section-rule: [376, 650, 738, 651]
teaser-right-text: ꯅꯣꯔꯊ ꯏꯁ꯭ꯠ ꯀꯧꯟꯁꯤꯜꯒꯤ ꯃꯤꯐꯝ: [515, 108, 587, 125]
left-story-5-headline[interactable]: ꯃꯤꯄꯥꯏꯕꯥ ꯄꯤꯕꯥ: [4, 588, 52, 597]
bottom-body-col-3: ꯃꯤꯌꯥꯝꯅꯥ ꯃꯈꯣꯌꯒꯤ ꯁꯦꯜ ꯑꯁꯤ ꯍꯟꯗꯣꯛꯀꯗꯕꯅꯤ ꯍꯥꯏꯅꯥ ꯍꯥꯌꯈꯤ ꯃꯇꯝ ꯑꯁꯤꯗꯥ ꯄꯨꯂꯤꯁꯅꯥ ꯋꯥꯌꯦꯜ ꯀꯌꯥ ꯇꯥꯛꯈꯤ ꯃꯤꯌꯥꯝꯅꯥ ꯃꯥꯡꯂꯥꯟ ꯑꯃꯥ ꯐꯪꯅꯕꯥ ꯍꯣꯠꯅꯔꯤ ꯂꯩꯕꯥꯛ ꯑꯁꯤꯒꯤ ꯁꯔꯀꯥꯔꯅꯥ ꯃꯇꯦꯡ ꯄꯥꯡꯒꯅꯤ ꯍꯥꯏꯅꯥ ꯊꯥꯖꯔꯤ ꯃꯊꯪꯗꯥ ꯂꯥꯛꯀꯗꯧꯔꯤꯕꯥ ꯊꯕꯛꯁꯤꯡꯗꯥ ꯃꯤꯌꯥꯝꯅꯥ ꯁꯔꯨꯛ ꯌꯥꯒꯅꯤ ꯍꯥꯏꯅꯥ ꯂꯥꯎꯊꯣꯛꯂꯤ ꯃꯈꯣꯌꯒꯤ ꯄꯥꯎꯖꯦꯜ ꯑꯁꯤ ꯁꯔꯀꯥꯔꯅꯥ ꯇꯥꯕꯥ ꯇꯥꯛꯂꯤ ꯂꯃꯥꯏ ꯲ ꯗ ◄: [332, 936, 436, 1003]
column-rule: [102, 216, 103, 1126]
lead-story[interactable]: [106, 218, 366, 284]
lead-kicker-2: ꯁꯔꯀꯥꯔꯒꯤ ꯊꯧꯗꯣꯛ ꯂꯣꯏꯁꯤꯅꯈꯤꯕ: [161, 231, 311, 244]
top-right-headline-2: ꯁꯦꯝꯁꯥꯕꯥ ꯂꯝꯕꯤ ꯂꯝꯕꯤꯁꯤꯡ: [488, 234, 626, 249]
